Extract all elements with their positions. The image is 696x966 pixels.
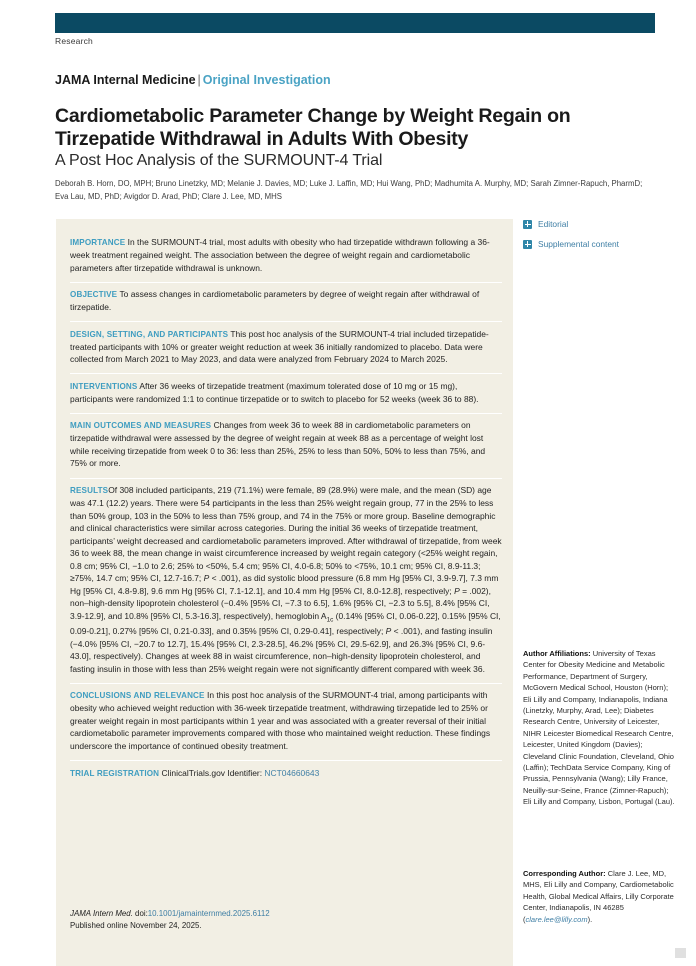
abstract-section-label: DESIGN, SETTING, AND PARTICIPANTS bbox=[70, 329, 229, 339]
rail-link-supplemental-content[interactable] bbox=[523, 239, 673, 249]
abstract-results-part-4: (0.14% [95% CI, 0.06-0.22], 0.15% [95% CI, 0.09-0.21], 0.27% [95% CI, 0.21-0.33], and 0.35% [95% CI, 0.29-0.41], respectively; bbox=[70, 610, 501, 637]
abstract-section-body: To assess changes in cardiometabolic parameters by degree of weight regain after withdrawal of tirzepatide. bbox=[70, 289, 480, 313]
abstract-section-importance bbox=[70, 236, 502, 274]
trial-registration-label: TRIAL REGISTRATION bbox=[70, 768, 160, 778]
abstract-results-pvalue-italic-1: P bbox=[203, 573, 210, 584]
abstract-results-pvalue-italic-2: P bbox=[454, 585, 460, 596]
doi-prefix: doi: bbox=[132, 909, 148, 918]
author-list: Deborah B. Horn, DO, MPH; Bruno Linetzky, MD; Melanie J. Davies, MD; Luke J. Laffin, MD; Hui Wang, PhD; Madhumita A. Murphy, MD; Sarah Zimner-Rapuch, PharmD; Eva Lau, MD, PhD; Avigdor D. Arad, PhD; Clare J. Lee, MD, MHS bbox=[55, 179, 643, 201]
journal-separator: | bbox=[197, 73, 201, 87]
abstract-section-label: IMPORTANCE bbox=[70, 238, 126, 247]
abstract-section-label: INTERVENTIONS bbox=[70, 381, 138, 391]
abstract-results-part-3: = .002), non–high-density lipoprotein cholesterol (−0.4% [95% CI, −7.3 to 6.5], 1.6% [95% CI, −2.3 to 5.5], 8.4% [95% CI, 3.9-12.9], and 10.8% [95% CI, 5.3-16.3], respectively), hemoglobin A bbox=[70, 585, 491, 621]
abstract-section-body: In the SURMOUNT-4 trial, most adults with obesity who had tirzepatide withdrawn following a 36-week treatment regained weight. The association between the degree of weight regain and cardiometabolic parameters after tirzepatide withdrawal is unknown. bbox=[70, 237, 490, 273]
abstract-section-objective bbox=[70, 282, 502, 314]
rail-link-label: Supplemental content bbox=[538, 239, 620, 249]
corresponding-author-block bbox=[523, 868, 676, 925]
abstract-section-label: MAIN OUTCOMES AND MEASURES bbox=[70, 421, 212, 431]
section-kicker: Research bbox=[55, 36, 93, 46]
abstract-section-body: Changes from week 36 to week 88 in cardiometabolic parameters on tirzepatide withdrawal were assessed by the degree of weight regain at week 88 as a percentage of weight lost while receiving tirzepatide from week 0 to 36: less than 25%, 25% to less than 50%, 50% to less than 75%, and 75% or more. bbox=[70, 420, 486, 469]
corresponding-author-email-link[interactable]: clare.lee@lilly.com bbox=[525, 914, 588, 924]
abstract-content bbox=[70, 236, 502, 787]
corresponding-author-label: Corresponding Author: bbox=[523, 869, 606, 878]
corresponding-author-body-end: ). bbox=[587, 914, 593, 924]
journal-identifier-line bbox=[55, 73, 331, 87]
plus-box-icon bbox=[523, 220, 532, 229]
page-subtitle: A Post Hoc Analysis of the SURMOUNT-4 Trial bbox=[55, 152, 383, 170]
abstract-section-results bbox=[70, 478, 502, 676]
published-online-date: Published online November 24, 2025. bbox=[70, 920, 202, 930]
doi-link[interactable]: 10.1001/jamainternmed.2025.6112 bbox=[147, 909, 270, 918]
abstract-section-design bbox=[70, 321, 502, 366]
author-affiliations-label: Author Affiliations: bbox=[523, 649, 591, 658]
abstract-results-part-1: Of 308 included participants, 219 (71.1%) were female, 89 (28.9%) were male, and the mean (SD) age was 47.1 (12.2) years. There were 54 participants in the less than 25% weight regain group, 77 in the 25% to less than 50% group, 103 in the 50% to less than 75% group, and 74 in the 75% or more group. Baseline demographic and clinical characteristics were similar across categories. During the initial 36 weeks of tirzepatide treatment, participants’ weight decreased and cardiometabolic parameters improved. After withdrawal of tirzepatide, from week 36 to week 88, the mean change in waist circumference increased by weight regain category (<25% weight regain, 0.8 cm; 95% CI, −1.0 to 2.6; 25% to <50%, 5.4 cm; 95% CI, 4.0-6.8; 50% to <75%, 10.1 cm; 95% CI, 8.9-11.3; ≥75%, 14.7 cm; 95% CI, 12.7-16.7; bbox=[70, 485, 502, 584]
journal-name: JAMA Internal Medicine bbox=[55, 73, 196, 87]
page-folio-mark bbox=[675, 948, 686, 958]
abstract-section-body: After 36 weeks of tirzepatide treatment (maximum tolerated dose of 10 mg or 15 mg), participants were randomized 1:1 to continue tirzepatide or to switch to placebo for 52 weeks (week 36 to 88). bbox=[70, 380, 479, 404]
right-rail-links bbox=[523, 219, 673, 259]
author-affiliations-block bbox=[523, 648, 676, 807]
trial-registration-identifier-link[interactable]: NCT04660643 bbox=[264, 767, 320, 778]
abstract-results-part-2: < .001), as did systolic blood pressure (6.8 mm Hg [95% CI, 3.9-9.7], 7.3 mm Hg [95% CI, 4.8-9.8], 9.6 mm Hg [95% CI, 7.1-12.1], and 10.4 mm Hg [95% CI, 8.0-12.8], respectively; bbox=[70, 573, 499, 596]
abstract-section-body: In this post hoc analysis of the SURMOUNT-4 trial, among participants with obesity who achieved weight reduction with 36-week tirzepatide treatment, withdrawing tirzepatide led to 25% or greater weight regain in most participants within 1 year and was associated with a greater reversal of their initial cardiometabolic parameter improvements compared with those who maintained weight reduction. These findings underscore the importance of continued obesity treatment. bbox=[70, 690, 491, 751]
abstract-section-main-outcomes bbox=[70, 413, 502, 470]
abstract-results-subscript-1c: 1c bbox=[326, 616, 334, 624]
plus-box-icon bbox=[523, 240, 532, 249]
rail-link-label: Editorial bbox=[538, 219, 569, 229]
citation-doi-line bbox=[70, 908, 500, 920]
rail-link-editorial[interactable] bbox=[523, 219, 673, 229]
trial-registration-body: ClinicalTrials.gov Identifier: bbox=[161, 767, 265, 778]
abstract-results-part-5: < .001), and fasting insulin (−4.0% [95% CI, −20.7 to 12.7], 15.4% [95% CI, 2.3-28.5], 46.2% [95% CI, 29.5-62.9], and 26.3% [95% CI, 9.6-43.0], respectively). Changes at week 88 in waist circumference, non–high-density lipoprotein cholesterol, and fasting insulin in those with less than 25% weight regain were not significantly different compared with week 36. bbox=[70, 626, 493, 674]
abstract-section-conclusions bbox=[70, 683, 502, 753]
abstract-section-label: OBJECTIVE bbox=[70, 290, 118, 300]
page-title: Cardiometabolic Parameter Change by Weight Regain on Tirzepatide Withdrawal in Adults With Obesity bbox=[55, 105, 571, 150]
abstract-section-label: RESULTS bbox=[70, 486, 109, 495]
journal-header-bar bbox=[55, 13, 655, 33]
abstract-section-label: CONCLUSIONS AND RELEVANCE bbox=[70, 691, 205, 701]
corresponding-author-body: Clare J. Lee, MD, MHS, Eli Lilly and Company, Cardiometabolic Health, Global Medical Affairs, Lilly Corporate Center, Indianapolis, IN 46285 ( bbox=[523, 869, 674, 924]
abstract-panel bbox=[56, 219, 513, 966]
author-affiliations-body: University of Texas Center for Obesity Medicine and Metabolic Performance, Department of Surgery, McGovern Medical School, Houston (Horn); Eli Lilly and Company, Indianapolis, Indiana (Linetzky, Murphy, Arad, Lee); Diabetes Research Centre, University of Leicester, NIHR Leicester Biomedical Research Centre, Leicester, United Kingdom (Davies); Cleveland Clinic Foundation, Cleveland, Ohio (Laffin); TechData Service Company, King of Prussia, Pennsylvania (Wang); Lilly France, Neuilly-sur-Seine, France (Zimner-Rapuch); Eli Lilly and Company, Lisbon, Portugal (Lau). bbox=[523, 649, 675, 807]
abstract-section-interventions bbox=[70, 373, 502, 405]
citation-block bbox=[70, 908, 500, 932]
abstract-section-trial-registration bbox=[70, 760, 502, 780]
journal-abbreviation: JAMA Intern Med. bbox=[70, 909, 133, 918]
abstract-section-body: This post hoc analysis of the SURMOUNT-4 trial included tirzepatide-treated participants with 10% or greater weight reduction at week 36 initially randomized to placebo. Data were collected from March 2021 to May 2023, and data were analyzed from February 2024 to March 2025. bbox=[70, 328, 489, 365]
abstract-results-pvalue-italic-3: P bbox=[385, 626, 392, 637]
article-type-label[interactable]: Original Investigation bbox=[202, 73, 331, 87]
